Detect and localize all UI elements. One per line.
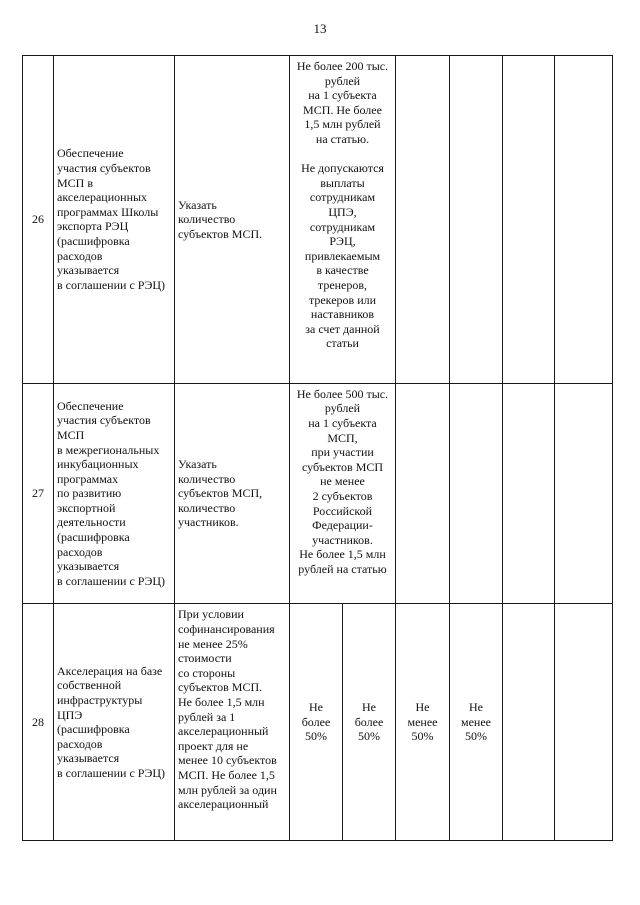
table-row-26 bbox=[23, 56, 613, 384]
row-number: 26 bbox=[23, 56, 54, 384]
percent-limit: Не менее 50% bbox=[461, 700, 491, 744]
expense-condition: При условии софинансирования не менее 25% стоимости со стороны субъектов МСП. Не более 1,5 млн рублей за 1 акселерационный проект для не менее 10 субъектов МСП. Не более 1,5 млн рублей за один акселерационный bbox=[178, 607, 277, 812]
empty-cell bbox=[450, 56, 503, 384]
percent-limit: Не менее 50% bbox=[407, 700, 438, 744]
expense-condition: Указать количество субъектов МСП, количество участников. bbox=[178, 457, 263, 530]
expense-limit: Не более 200 тыс. рублей на 1 субъекта МСП. Не более 1,5 млн рублей на статью. Не допускаются выплаты сотрудникам ЦПЭ, сотрудникам РЭЦ, привлекаемым в качестве тренеров, трекеров или наставников за счет данной статьи bbox=[296, 59, 389, 351]
empty-cell bbox=[396, 383, 450, 604]
empty-cell bbox=[503, 604, 555, 841]
expense-limit: Не более 500 тыс. рублей на 1 субъекта МСП, при участии субъектов МСП не менее 2 субъектов Российской Федерации- участников. Не более 1,5 млн рублей на статью bbox=[296, 386, 389, 576]
empty-cell bbox=[503, 56, 555, 384]
expense-item-name: Обеспечение участия субъектов МСП в акселерационных программах Школы экспорта РЭЦ (расшифровка расходов указывается в соглашении с РЭЦ) bbox=[57, 146, 166, 292]
percent-limit: Не более 50% bbox=[301, 700, 331, 744]
table-row-27 bbox=[23, 383, 613, 604]
empty-cell bbox=[503, 383, 555, 604]
empty-cell bbox=[555, 383, 613, 604]
percent-limit: Не более 50% bbox=[354, 700, 384, 744]
page-number: 13 bbox=[313, 21, 327, 36]
expense-item-name: Акселерация на базе собственной инфраструктуры ЦПЭ (расшифровка расходов указывается в соглашении с РЭЦ) bbox=[57, 663, 166, 780]
empty-cell bbox=[555, 604, 613, 841]
expense-item-name: Обеспечение участия субъектов МСП в межрегиональных инкубационных программах по развитию экспортной деятельности (расшифровка расходов указывается в соглашении с РЭЦ) bbox=[57, 398, 166, 588]
expense-condition: Указать количество субъектов МСП. bbox=[178, 197, 263, 241]
requirements-table bbox=[22, 55, 613, 841]
empty-cell bbox=[450, 383, 503, 604]
empty-cell bbox=[396, 56, 450, 384]
row-number: 28 bbox=[23, 604, 54, 841]
row-number: 27 bbox=[23, 383, 54, 604]
table-row-28 bbox=[23, 604, 613, 841]
empty-cell bbox=[555, 56, 613, 384]
